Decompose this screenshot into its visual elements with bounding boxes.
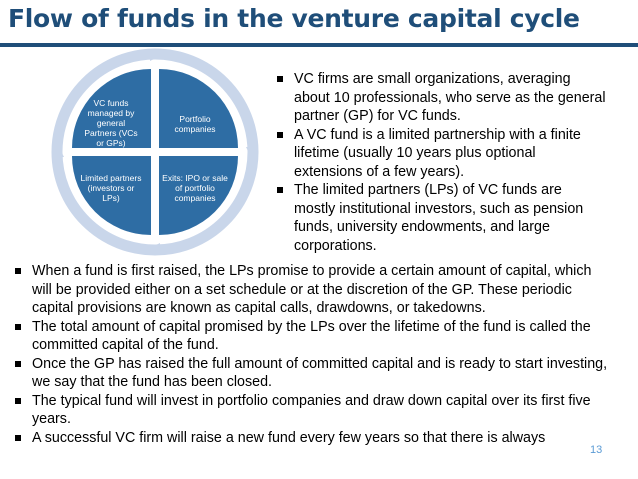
bullet-item: A VC fund is a limited partnership with a finite lifetime (usually 10 years plus optional extensions of a few years).: [276, 126, 606, 182]
slide-title: Flow of funds in the venture capital cycle: [8, 4, 580, 33]
label-vc-funds: VC funds managed by general Partners (VCs or GPs): [84, 98, 138, 148]
bullet-item: A successful VC firm will raise a new fund every few years so that there is always: [14, 429, 614, 448]
bullets-bottom: [14, 262, 614, 447]
bullets-right: [276, 70, 606, 255]
bullet-item: Once the GP has raised the full amount of committed capital and is ready to start investing, we say that the fund has been closed.: [14, 355, 614, 392]
bullet-item: The typical fund will invest in portfolio companies and draw down capital over its first five years.: [14, 392, 614, 429]
bullet-item: VC firms are small organizations, averaging about 10 professionals, who serve as the general partner (GP) for VC funds.: [276, 70, 606, 126]
bullet-item: The total amount of capital promised by the LPs over the lifetime of the fund is called the committed capital of the fund.: [14, 318, 614, 355]
bullet-item: When a fund is first raised, the LPs promise to provide a certain amount of capital, which will be provided either on a set schedule or at the discretion of the GP. These periodic capital provisions are known as capital calls, drawdowns, or takedowns.: [14, 262, 614, 318]
label-exits: Exits: IPO or sale of portfolio companies: [162, 173, 228, 203]
label-limited-partners: Limited partners (investors or LPs): [80, 173, 142, 203]
cycle-diagram: [50, 47, 260, 257]
cycle-ring: [57, 54, 253, 250]
page-number: 13: [590, 444, 603, 456]
label-portfolio-companies: Portfolio companies: [174, 114, 216, 134]
bullet-item: The limited partners (LPs) of VC funds are mostly institutional investors, such as pension funds, university endowments, and large corporations.: [276, 181, 606, 255]
